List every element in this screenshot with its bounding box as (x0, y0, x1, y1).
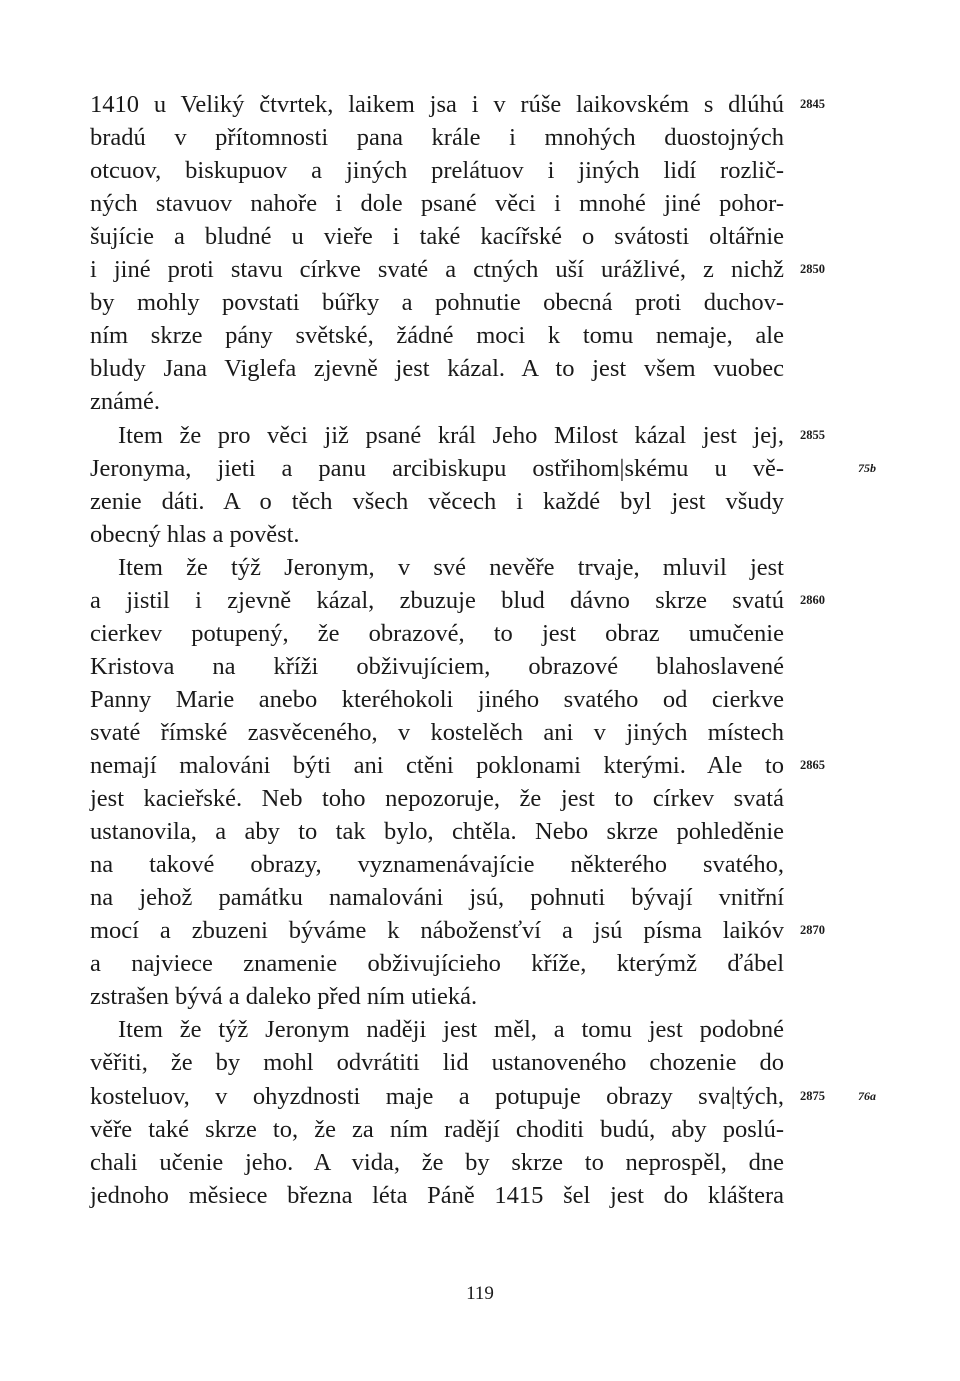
text-line: šujície a bludné u vieře i také kacířské o svátosti oltářnie (90, 223, 784, 251)
text-line: Item že týž Jeronym naději jest měl, a tomu jest podobné (118, 1016, 784, 1044)
text-line: chali učenie jeho. A vida, že by skrze to neprospěl, dne (90, 1148, 784, 1176)
text-line: zstrašen bývá a daleko před ním utieká. (90, 983, 478, 1011)
folio-mark: 75b (858, 460, 876, 475)
margin-line-number: 2860 (800, 592, 825, 607)
text-line: Item že týž Jeronym, v své nevěře trvaje, mluvil jest (118, 553, 784, 581)
text-line: jest kacieřské. Neb toho nepozoruje, že jest to církev svatá (90, 785, 784, 813)
text-line: věře také skrze to, že za ním radějí choditi budú, aby poslú- (90, 1115, 784, 1143)
text-line: ných stavuov nahoře i dole psané věci i mnohé jiné pohor- (90, 190, 784, 218)
text-line: 1410 u Veliký čtvrtek, laikem jsa i v rúše laikovském s dlúhú (90, 91, 784, 118)
text-line: kosteluov, v ohyzdnosti maje a potupuje obrazy sva|tých, (90, 1082, 784, 1110)
text-line: a najviece znamenie obživujícieho kříže, kterýmž ďábel (90, 950, 784, 978)
margin-line-number: 2845 (800, 97, 825, 111)
text-line: známé. (90, 388, 161, 416)
page-number: 119 (466, 1283, 494, 1304)
text-line: cierkev potupený, že obrazové, to jest obraz umučenie (90, 619, 784, 647)
text-line: věřiti, že by mohl odvrátiti lid ustanoveného chozenie do (90, 1049, 784, 1077)
margin-line-number: 2865 (800, 758, 825, 772)
margin-line-number: 2870 (800, 923, 825, 938)
text-line: bradú v přítomnosti pana krále i mnohých duostojných (90, 124, 784, 152)
text-line: Jeronyma, jieti a panu arcibiskupu ostřihom|skému u vě- (90, 454, 784, 482)
margin-line-number: 2855 (800, 427, 825, 442)
text-line: otcuov, biskupuov a jiných prelátuov i jiných lidí rozlič- (90, 157, 784, 185)
text-line: a jistil i zjevně kázal, zbuzuje blud dávno skrze svatú (90, 586, 784, 614)
text-line: Kristova na kříži obživujíciem, obrazové blahoslavené (90, 652, 784, 680)
text-line: bludy Jana Viglefa zjevně jest kázal. A to jest všem vuobec (90, 355, 784, 383)
text-line: by mohly povstati búřky a pohnutie obecná proti duchov- (90, 289, 784, 317)
text-line: mocí a zbuzeni býváme k nábožensťví a jsú písma laikóv (90, 917, 784, 945)
text-line: zenie dáti. A o těch všech věcech i každé byl jest všudy (90, 487, 784, 515)
text-line: na jehož památku namalováni jsú, pohnuti bývají vnitřní (90, 884, 784, 912)
text-line: ním skrze pány světské, žádné moci k tomu nemaje, ale (90, 322, 784, 350)
text-line: svaté římské zasvěceného, v kostelěch ani v jiných místech (90, 718, 784, 746)
folio-mark: 76a (858, 1088, 876, 1103)
text-line: obecný hlas a pověst. (90, 520, 300, 548)
margin-line-number: 2850 (800, 262, 825, 277)
text-line: nemají malováni býti ani ctěni poklonami kterými. Ale to (90, 752, 784, 779)
text-line: na takové obrazy, vyznamenávajície některého svatého, (90, 851, 784, 879)
margin-line-number: 2875 (800, 1088, 825, 1103)
text-line: Panny Marie anebo kteréhokoli jiného svatého od cierkve (90, 685, 784, 713)
text-line: jednoho měsiece března léta Páně 1415 šel jest do kláštera (90, 1181, 784, 1209)
text-line: ustanovila, a aby to tak bylo, chtěla. Nebo skrze pohleděnie (90, 818, 784, 846)
text-line: i jiné proti stavu církve svaté a ctných uší urážlivé, z nichž (90, 256, 784, 284)
text-line: Item že pro věci již psané král Jeho Milost kázal jest jej, (118, 421, 784, 449)
